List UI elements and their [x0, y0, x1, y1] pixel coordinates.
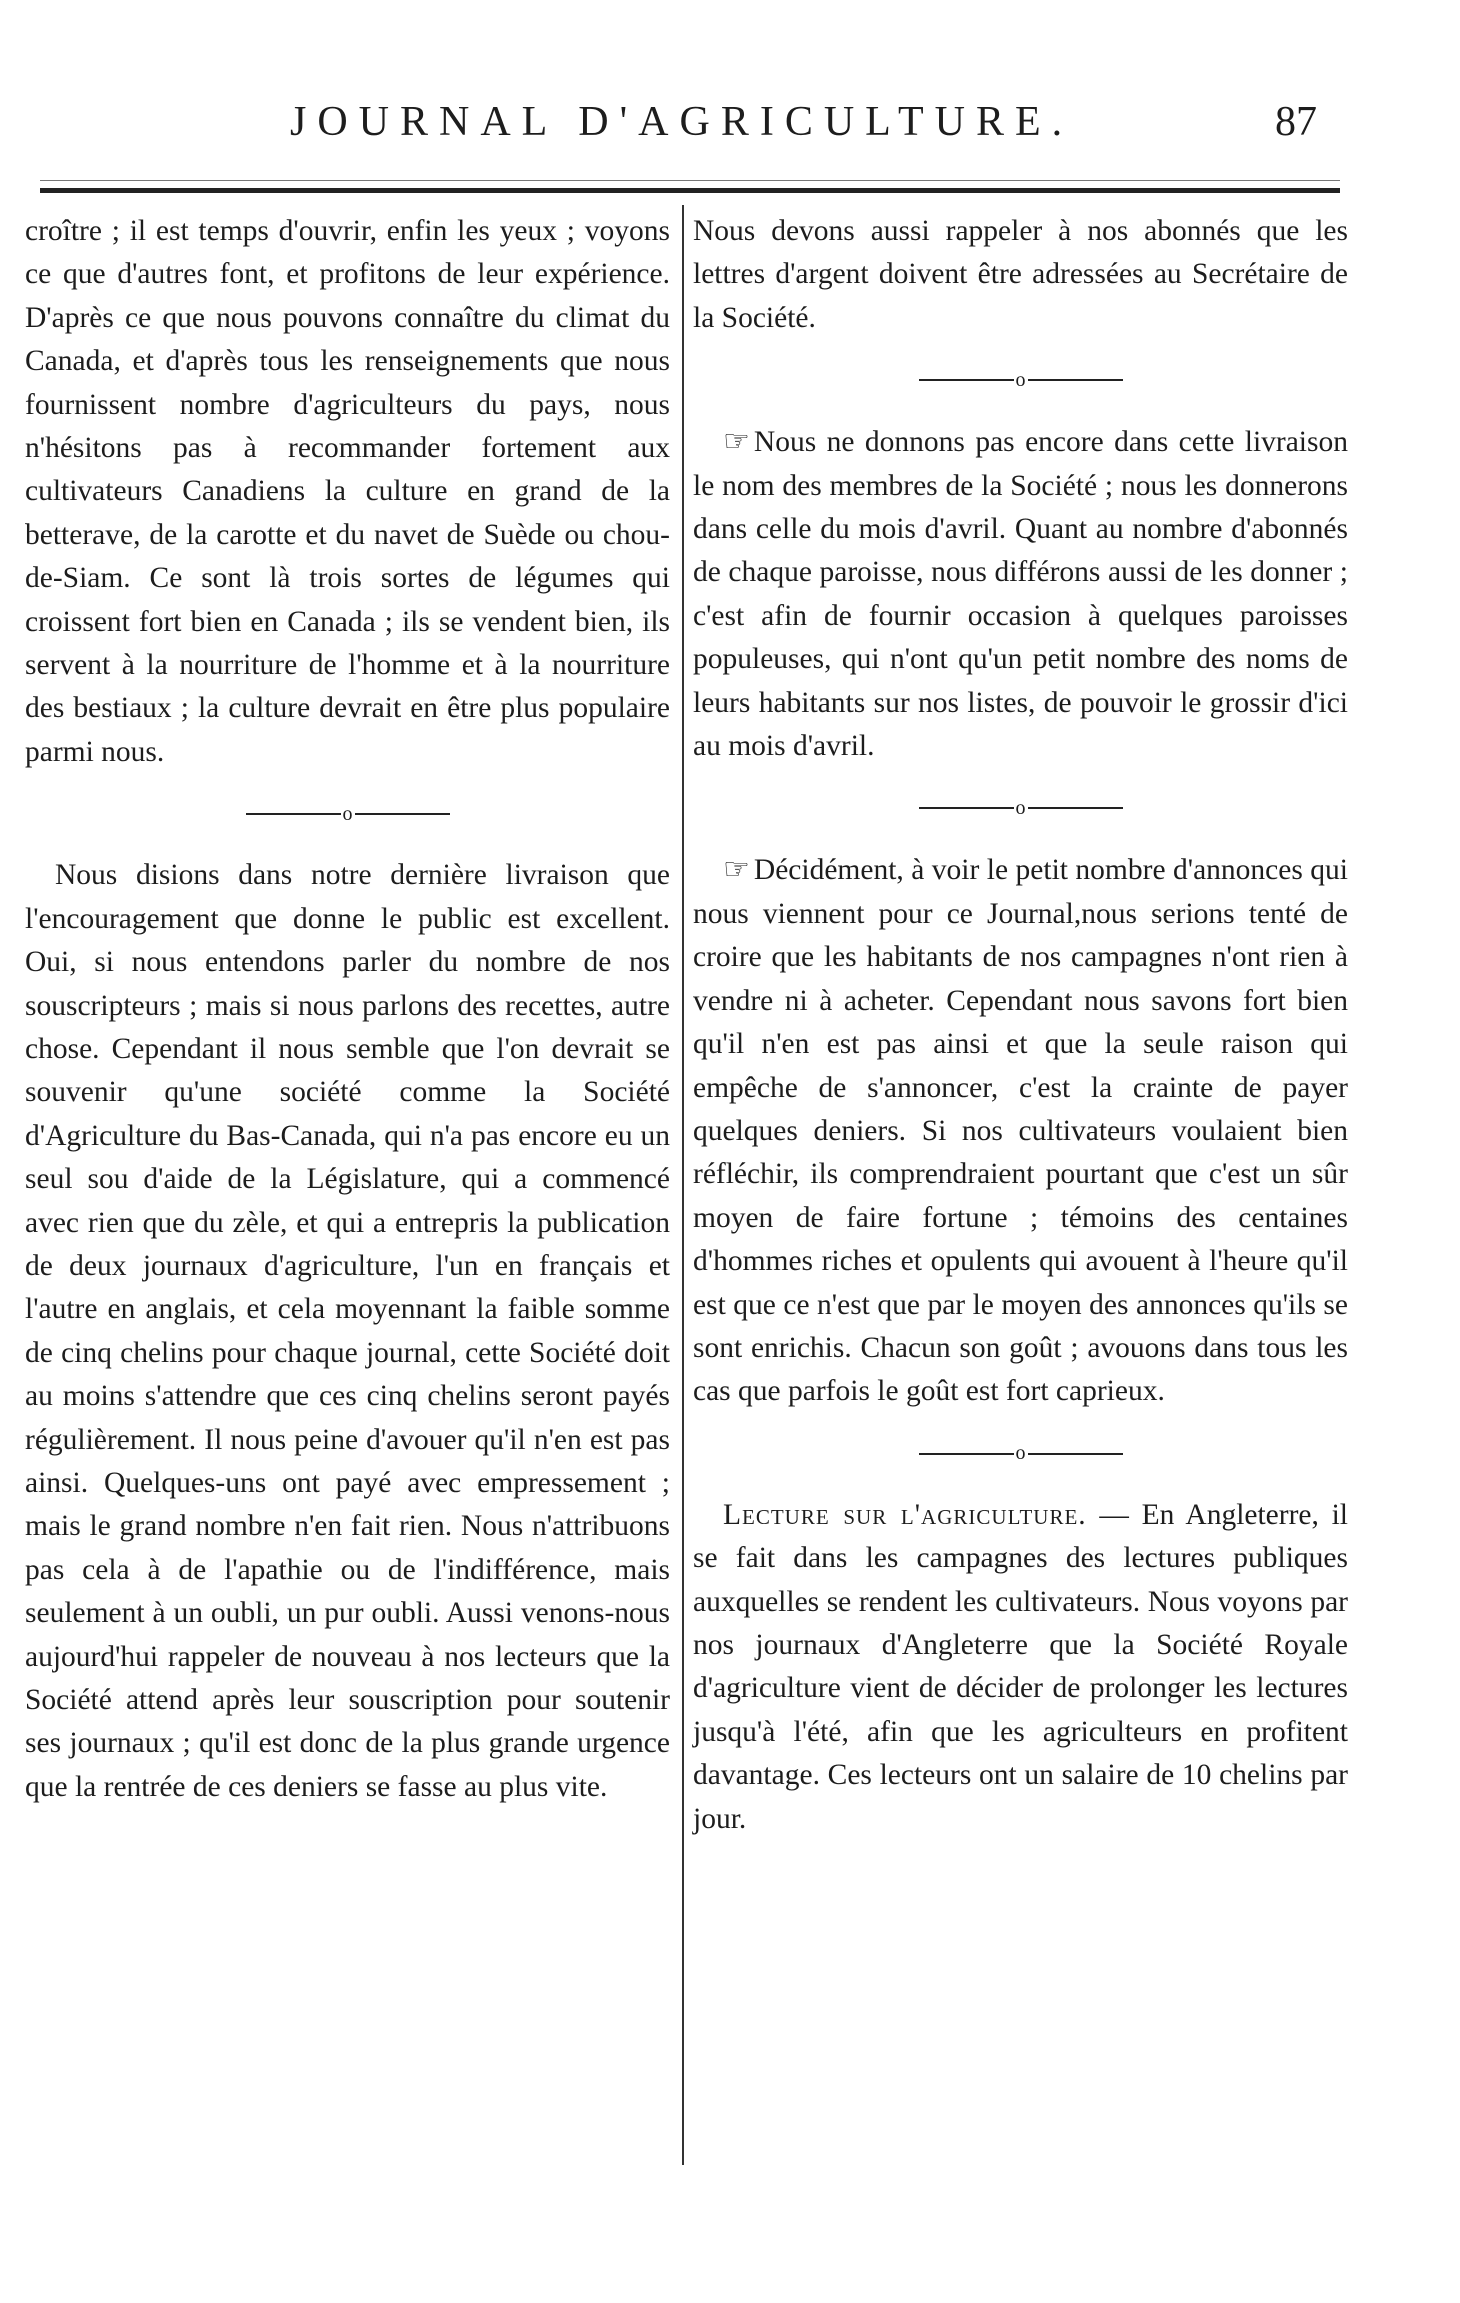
right-paragraph-2-text: Nous ne donnons pas encore dans cette livraison le nom des membres de la Société ; nous les donnerons dans celle du mois d'avril. Quant au nombre d'abonnés de chaque paroisse, nous différons aussi de les donner ; c'est afin de fournir occasion à quelques paroisses populeuses, qui n'ont qu'un petit nombre des noms de leurs habitants sur nos listes, de pouvoir le grossir d'ici au mois d'avril.: [693, 426, 1348, 763]
right-paragraph-4-text: En Angleterre, il se fait dans les campagnes des lectures publiques auxquelles se rendent les cultivateurs. Nous voyons par nos journaux d'Angleterre que la Société Royale d'agriculture vient de décider de prolonger les lectures jusqu'à l'été, afin que les agriculteurs en profitent davantage. Ces lecteurs ont un salaire de 10 chelins par jour.: [693, 1498, 1348, 1835]
left-paragraph-2: Nous disions dans notre dernière livraison que l'encouragement que donne le public est excellent. Oui, si nous entendons parler du nombre de nos souscripteurs ; mais si nous parlons des recettes, autre chose. Cependant il nous semble que l'on devrait se souvenir qu'une société comme la Société d'Agriculture du Bas-Canada, qui n'a pas encore eu un seul sou d'aide de la Législature, qui a commencé avec rien que du zèle, et qui a entrepris la publication de deux journaux d'agriculture, l'un en français et l'autre en anglais, et cela moyennant la faible somme de cinq chelins pour chaque journal, cette Société doit au moins s'attendre que ces cinq chelins seront payés régulièrement. Il nous peine d'avouer qu'il n'en est pas ainsi. Quelques-uns ont payé avec empressement ; mais le grand nombre n'en fait rien. Nous n'attribuons pas cela à de l'apathie ou de l'indifférence, mais seulement à un oubli, un pur oubli. Aussi venons-nous aujourd'hui rappeler de nouveau à nos lecteurs que la Société attend après leur souscription pour soutenir ses journaux ; qu'il est donc de la plus grande urgence que la rentrée de ces deniers se fasse au plus vite.: [25, 859, 670, 1803]
ornament-separator: [693, 768, 1348, 848]
ornament-glyph: o: [1015, 368, 1026, 391]
column-divider: [682, 205, 684, 2165]
heading-dash: —: [1086, 1498, 1142, 1531]
ornament-separator: [693, 340, 1348, 420]
right-paragraph-3-text: Décidément, à voir le petit nombre d'annonces qui nous viennent pour ce Journal,nous serions tenté de croire que les habitants de nos campagnes n'ont rien à vendre ni à acheter. Cependant nous savons fort bien qu'il n'en est pas ainsi et que la seule raison qui empêche de s'annoncer, c'est la crainte de payer quelques deniers. Si nos cultivateurs voulaient bien réfléchir, ils comprendraient pourtant que c'est un sûr moyen de faire fortune ; témoins des centaines d'hommes riches et opulents qui avouent à l'heure qu'il est que ce n'est que par le moyen des annonces qu'ils se sont enrichis. Chacun son goût ; avouons dans tous les cas que parfois le goût est fort caprieux.: [693, 854, 1348, 1408]
right-column: [693, 210, 1348, 1841]
left-column: [25, 210, 670, 1809]
ornament-glyph: o: [342, 802, 353, 825]
right-paragraph-2: [693, 420, 1348, 768]
page-header: [0, 88, 1460, 158]
header-rule: [40, 188, 1340, 193]
header-rule-thin: [40, 180, 1340, 181]
ornament-glyph: o: [1015, 796, 1026, 819]
ornament-glyph: o: [1015, 1442, 1026, 1465]
left-paragraph-1: croître ; il est temps d'ouvrir, enfin les yeux ; voyons ce que d'autres font, et profitons de leur expérience. D'après ce que nous pouvons connaître du climat du Canada, et d'après tous les renseignements que nous fournissent nombre d'agriculteurs du pays, nous n'hésitons pas à recommander fortement aux cultivateurs Canadiens la culture en grand de la betterave, de la carotte et du navet de Suède ou chou-de-Siam. Ce sont là trois sortes de légumes qui croissent fort bien en Canada ; ils se vendent bien, ils servent à la nourriture de l'homme et à la nourriture des bestiaux ; la culture devrait en être plus populaire parmi nous.: [25, 215, 670, 768]
ornament-separator: [25, 774, 670, 854]
pointing-hand-icon: ☞: [723, 424, 750, 460]
section-heading: Lecture sur l'agriculture.: [723, 1498, 1087, 1531]
right-paragraph-1: Nous devons aussi rappeler à nos abonnés que les lettres d'argent doivent être adressées au Secrétaire de la Société.: [693, 215, 1348, 334]
running-title: JOURNAL D'AGRICULTURE.: [290, 99, 1074, 145]
ornament-separator: [693, 1414, 1348, 1494]
page-number: 87: [1275, 99, 1317, 145]
right-paragraph-3: [693, 848, 1348, 1413]
pointing-hand-icon: ☞: [723, 852, 750, 888]
right-paragraph-4: [693, 1494, 1348, 1841]
